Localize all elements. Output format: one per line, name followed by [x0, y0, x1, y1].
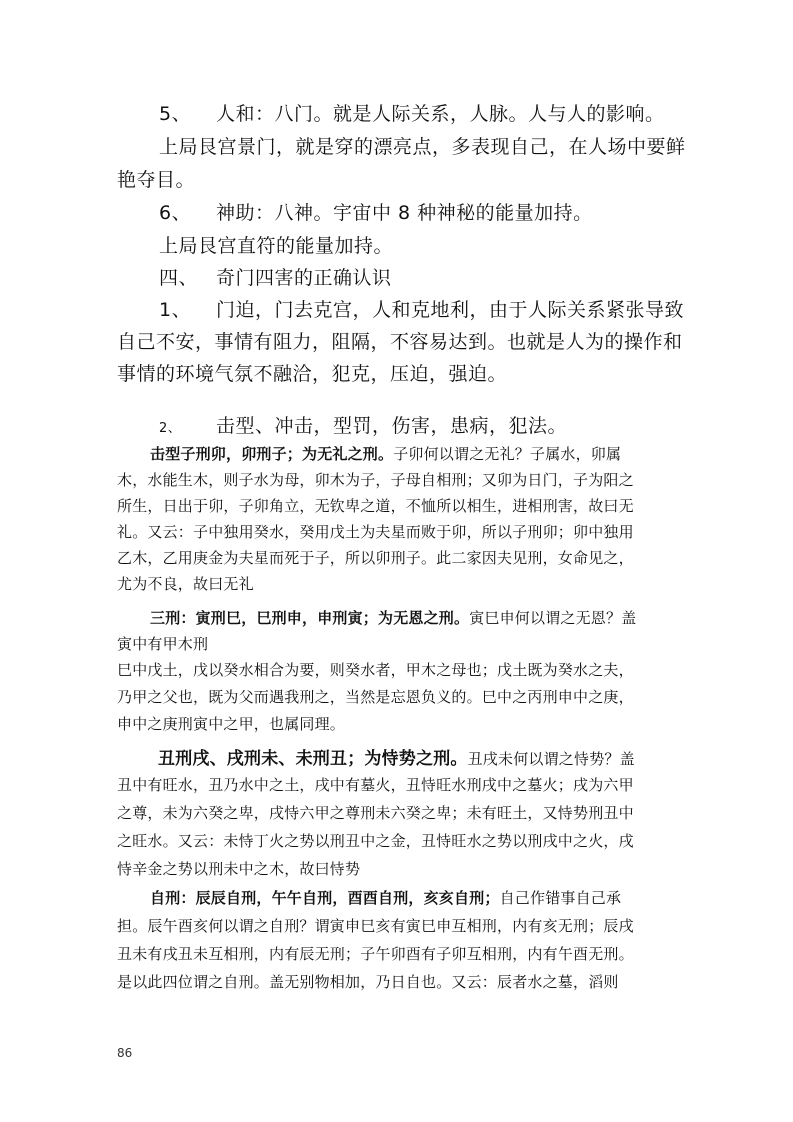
item-1-line-2: 自己不安，事情有阻力，阻隔，不容易达到。也就是人为的操作和 [117, 331, 683, 353]
page-number: 86 [117, 1046, 133, 1060]
shishi-line-4: 之旺水。又云：未恃丁火之势以刑丑中之金，丑恃旺水之势以刑戌中之火，戌 [117, 832, 634, 850]
wuen-line-3: 巳中戊土，戊以癸水相合为要，则癸水者，甲木之母也；戊土既为癸水之夫， [117, 661, 634, 679]
section-5-text: 人和：八门。就是人际关系，人脉。人与人的影响。 [216, 103, 665, 125]
wuli-line-2: 木，水能生木，则子水为母，卯木为子，子母自相刑；又卯为日门，子为阳之 [117, 471, 634, 489]
wuli-line-5: 乙木，乙用庚金为夫星而死于子，所以卯刑子。此二家因夫见刑，女命见之， [117, 549, 634, 567]
wuli-line-1 [150, 443, 621, 464]
shishi-line-3: 之尊，未为六癸之卑，戌恃六甲之尊刑未六癸之卑；未有旺土，又恃势刑丑中 [117, 804, 634, 822]
item-1-number: 1、 [159, 299, 192, 321]
wuli-text: 子卯何以谓之无礼？子属水，卯属 [393, 445, 622, 463]
shishi-heading: 丑刑戌、戌刑未、未刑丑；为恃势之刑。 [158, 749, 468, 769]
item-2-line [159, 411, 567, 438]
wuli-line-6: 尤为不良，故曰无礼 [117, 575, 254, 593]
wuen-line-4: 乃甲之父也，既为父而遇我刑之，当然是忘恩负义的。巳中之丙刑申中之庚， [117, 688, 634, 706]
section-5-number: 5、 [159, 103, 192, 125]
zixing-line-2: 担。辰午酉亥何以谓之自刑？谓寅申巳亥有寅巳申互相刑，内有亥无刑；辰戌 [117, 917, 634, 935]
item-2-number: 2、 [159, 421, 182, 436]
heading-4-text: 奇门四害的正确认识 [216, 267, 392, 289]
wuen-line-1 [150, 607, 636, 628]
zixing-text: 自己作错事自己承 [499, 889, 622, 907]
item-1-text: 门迫，门去克宫，人和克地利，由于人际关系紧张导致 [216, 299, 685, 321]
section-6-number: 6、 [159, 202, 192, 224]
zixing-line-1 [150, 887, 621, 908]
section-5-line [159, 99, 665, 126]
heading-4-number: 四、 [159, 267, 199, 289]
item-1-line-1 [159, 295, 684, 322]
zixing-line-3: 丑未有戌丑未互相刑，内有辰无刑；子午卯酉有子卯互相刑，内有午酉无刑。 [117, 945, 634, 963]
zixing-heading: 自刑：辰辰自刑，午午自刑，酉酉自刑，亥亥自刑； [150, 889, 500, 907]
item-2-text: 击型、冲击，型罚，伤害，患病，犯法。 [216, 415, 568, 437]
wuli-line-4: 礼。又云：子中独用癸水，癸用戊土为夫星而败于卯，所以子刑卯；卯中独用 [117, 523, 634, 541]
wuen-line-2: 寅中有甲木刑 [117, 635, 209, 653]
item-1-line-3: 事情的环境气氛不融洽，犯克，压迫，强迫。 [117, 363, 508, 385]
shishi-line-1 [158, 744, 635, 769]
heading-4 [159, 263, 392, 290]
zixing-line-4: 是以此四位谓之自刑。盖无别物相加，乃日自也。又云：辰者水之墓，滔则 [117, 973, 619, 991]
shishi-text: 丑戌未何以谓之恃势？盖 [467, 750, 635, 768]
section-6-line [159, 198, 593, 225]
section-5-body-1: 上局艮宫景门，就是穿的漂亮点，多表现自己，在人场中要鲜 [159, 136, 686, 158]
wuli-heading: 击型子刑卯，卯刑子；为无礼之刑。 [150, 445, 394, 463]
wuli-line-3: 所生，日出于卯，子卯角立，无钦卑之道，不恤所以相生，进相刑害，故曰无 [117, 497, 634, 515]
wuen-heading: 三刑：寅刑巳，巳刑申，申刑寅；为无恩之刑。 [150, 609, 470, 627]
shishi-line-5: 恃辛金之势以刑未中之木，故曰恃势 [117, 860, 361, 878]
shishi-line-2: 丑中有旺水，丑乃水中之土，戌中有墓火，丑恃旺水刑戌中之墓火；戌为六甲 [117, 776, 634, 794]
section-5-body-2: 艳夺目。 [117, 169, 196, 191]
wuen-text: 寅巳申何以谓之无恩？盖 [469, 609, 637, 627]
section-6-text: 神助：八神。宇宙中 8 种神秘的能量加持。 [216, 202, 593, 224]
section-6-body: 上局艮宫直符的能量加持。 [159, 235, 394, 257]
wuen-line-5: 申中之庚刑寅中之甲，也属同理。 [117, 715, 346, 733]
